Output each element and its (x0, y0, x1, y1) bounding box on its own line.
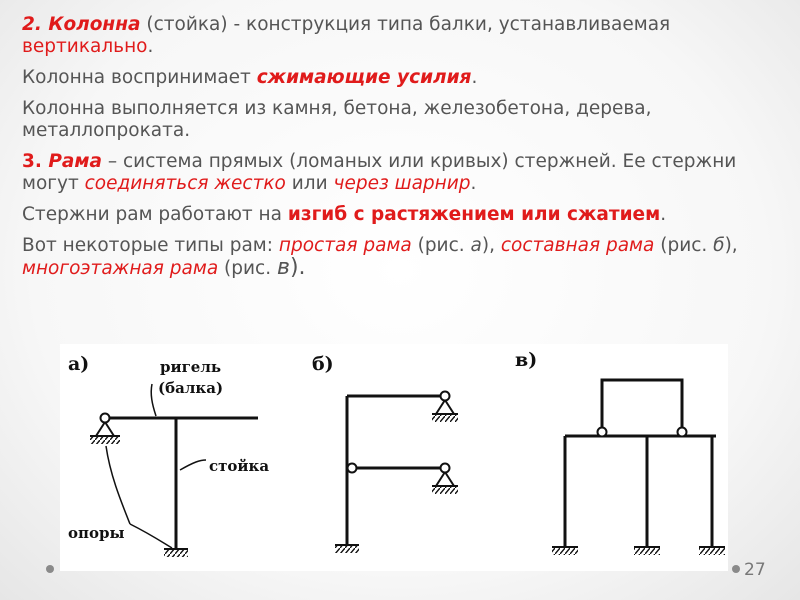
column-definition-text: (стойка) - конструкция типа балки, устанавливаемая (140, 14, 671, 35)
label-supports: опоры (68, 524, 125, 542)
section-number: 2. (22, 14, 49, 35)
figure-ref-letter: в (276, 255, 290, 280)
paragraph-frame-work (22, 204, 782, 226)
column-forces-text: Колонна воспринимает (22, 67, 257, 88)
paragraph-frame-types (22, 235, 782, 280)
frame-types-text: Вот некоторые типы рам: (22, 235, 279, 256)
period: . (660, 204, 667, 225)
section-number: 3. (22, 151, 49, 172)
figure-ref-text: ), (481, 235, 501, 256)
term-column: Колонна (48, 14, 141, 35)
highlight-hinge-joint: через шарнир (333, 173, 471, 194)
fixed-support-icon (164, 549, 188, 557)
paragraph-frame-definition (22, 151, 782, 195)
label-column: стойка (209, 457, 270, 475)
label-beam: (балка) (158, 379, 224, 397)
column-materials-text: Колонна выполняется из камня, бетона, железобетона, дерева, металлопроката. (22, 98, 652, 141)
figure-ref-letter: б (713, 235, 725, 256)
paragraph-column-forces (22, 67, 782, 89)
period: . (471, 67, 478, 88)
frame-definition-text: – система прямых (ломаных или кривых) стержней. Ее стержни могут (22, 151, 737, 194)
frame-work-text: Стержни рам работают на (22, 204, 288, 225)
fixed-support-icon (335, 545, 359, 553)
hinge-joint-icon (678, 428, 687, 437)
highlight-simple-frame: простая рама (278, 235, 412, 256)
frame-diagrams (60, 344, 728, 571)
diagram-label-c: в) (515, 349, 538, 371)
figure-ref-text: (рис. (411, 235, 471, 256)
highlight-compressive-forces: сжимающие усилия (256, 67, 472, 88)
figure-ref-text: ). (289, 255, 306, 280)
frame-types-figure (60, 344, 728, 571)
hinge-joint-icon (598, 428, 607, 437)
paragraph-column-materials (22, 98, 782, 142)
footer-bullet-left (46, 565, 54, 573)
highlight-multistory-frame: многоэтажная рама (22, 258, 219, 279)
slide-text (22, 14, 782, 289)
footer-bullet-right (732, 565, 740, 573)
hinge-joint-icon (348, 464, 357, 473)
term-frame: Рама (48, 151, 102, 172)
figure-ref-text: ), (724, 235, 738, 256)
diagram-label-a: а) (68, 353, 90, 375)
figure-ref-letter: а (470, 235, 482, 256)
diagram-label-b: б) (312, 353, 334, 375)
diagram-a-simple-frame (68, 353, 269, 557)
period: . (470, 173, 477, 194)
highlight-composite-frame: составная рама (500, 235, 655, 256)
highlight-vertical: вертикально (22, 36, 148, 57)
figure-ref-text: (рис. (654, 235, 714, 256)
fixed-support-icon (634, 547, 660, 555)
figure-ref-text: (рис. (218, 258, 277, 279)
paragraph-column-definition (22, 14, 782, 58)
connector-text: или (285, 173, 334, 194)
diagram-b-composite-frame (312, 353, 458, 553)
fixed-support-icon (699, 547, 725, 555)
diagram-c-multistory-frame (515, 349, 725, 555)
highlight-rigid-joint: соединяться жестко (84, 173, 286, 194)
fixed-support-icon (552, 547, 578, 555)
period: . (147, 36, 154, 57)
upper-frame (602, 380, 682, 432)
label-rigel: ригель (160, 358, 222, 376)
highlight-bending: изгиб с растяжением или сжатием (287, 204, 661, 225)
slide-number: 27 (744, 560, 766, 580)
